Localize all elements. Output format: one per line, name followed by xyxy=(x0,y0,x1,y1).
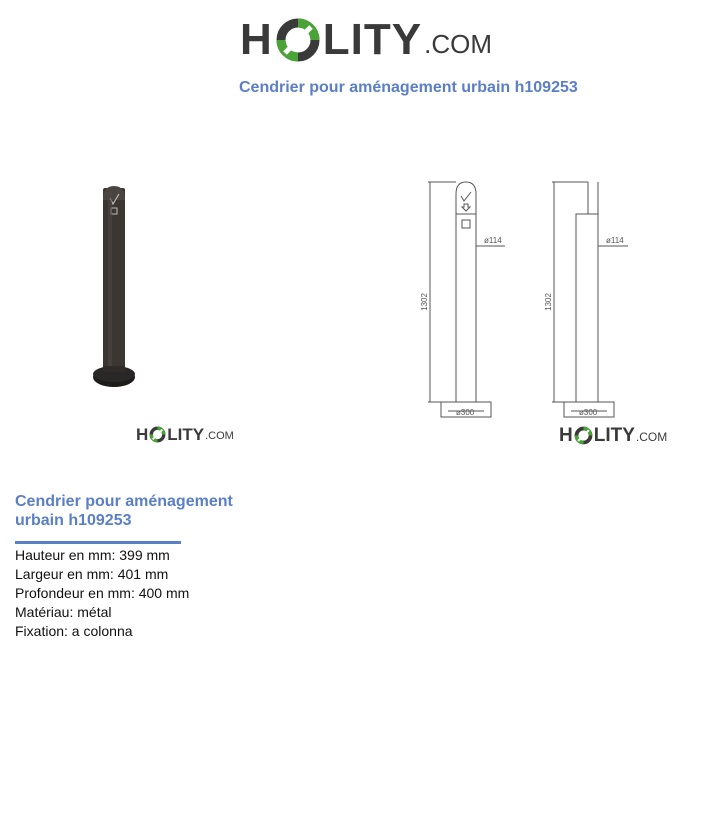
logo-letter-h: H xyxy=(136,425,149,444)
side-height-label: 1302 xyxy=(544,293,553,311)
logo-word: LITY xyxy=(322,15,423,64)
product-photo xyxy=(80,180,150,405)
pole-diameter-label: ø114 xyxy=(484,236,502,245)
logo-letter-h: H xyxy=(559,425,573,446)
spec-fixing: Fixation: a colonna xyxy=(15,623,133,639)
section-divider xyxy=(15,541,181,544)
drawing-logo xyxy=(559,425,667,447)
side-base-diameter-label: ø300 xyxy=(579,408,598,417)
page-title: Cendrier pour aménagement urbain h109253 xyxy=(239,79,578,96)
logo-letter-h: H xyxy=(240,15,273,64)
base-diameter-label: ø300 xyxy=(456,408,475,417)
spec-list xyxy=(15,546,189,641)
spec-height: Hauteur en mm: 399 mm xyxy=(15,547,170,563)
product-name: Cendrier pour aménagement urbain h109253 xyxy=(15,493,233,529)
logo-ring-icon xyxy=(574,426,593,445)
spec-material: Matériau: métal xyxy=(15,604,112,620)
logo-ring-icon xyxy=(149,426,166,443)
technical-drawing xyxy=(410,170,640,426)
spec-depth: Profondeur en mm: 400 mm xyxy=(15,585,190,601)
logo-tld: .COM xyxy=(205,430,234,442)
logo-tld: .COM xyxy=(635,430,668,444)
logo-word: LITY xyxy=(593,425,635,446)
height-label: 1302 xyxy=(420,293,429,311)
spec-width: Largeur en mm: 401 mm xyxy=(15,566,169,582)
logo-tld: .COM xyxy=(424,29,492,59)
photo-logo xyxy=(136,425,234,445)
holity-logo[interactable] xyxy=(240,14,492,66)
side-pole-diameter-label: ø114 xyxy=(606,236,624,245)
logo-word: LITY xyxy=(167,425,205,444)
logo-ring-icon xyxy=(275,17,321,63)
